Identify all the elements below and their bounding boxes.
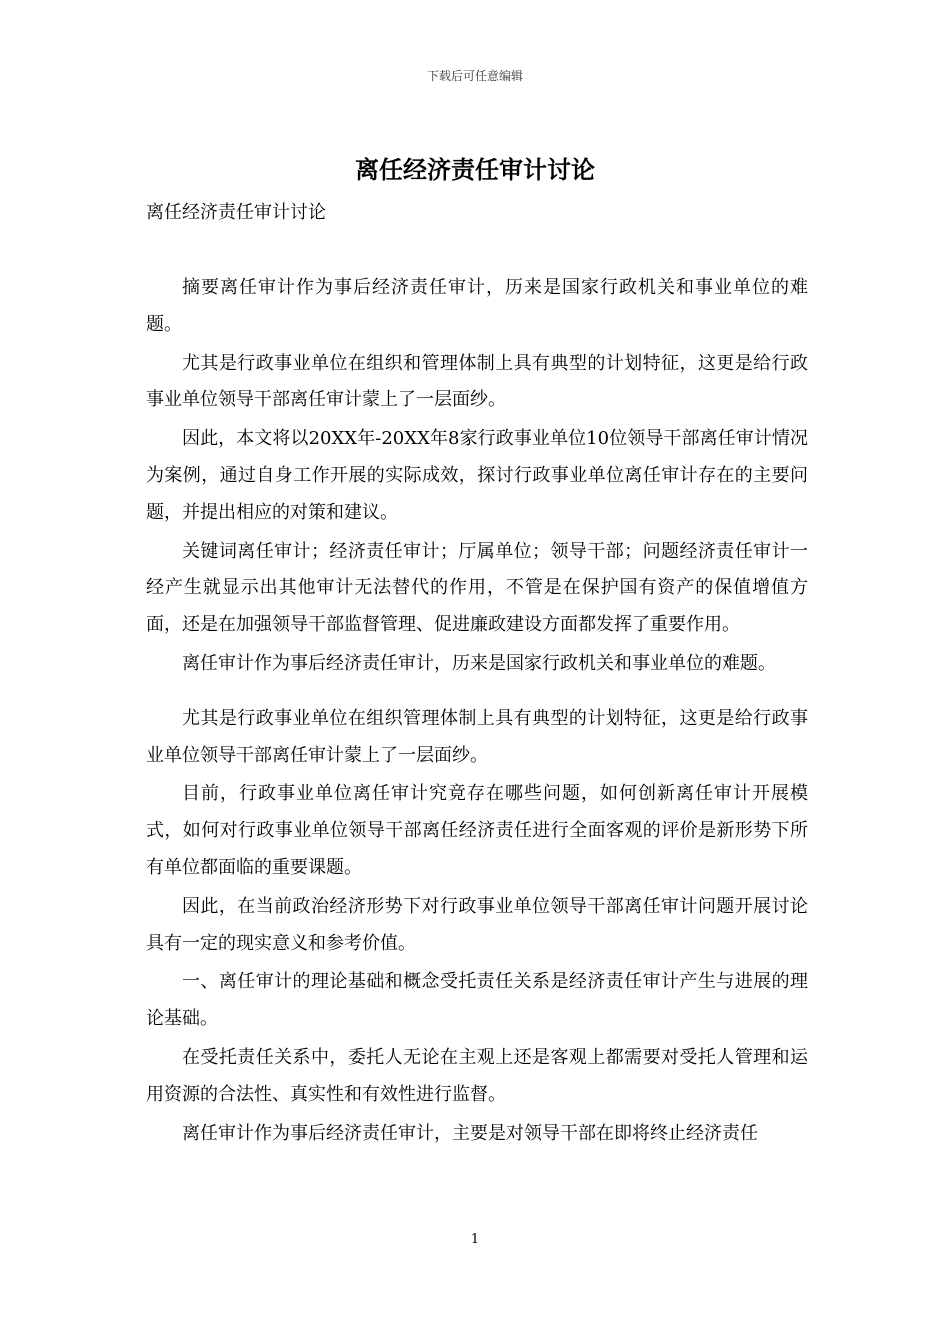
- header-note: 下载后可任意编辑: [426, 69, 523, 83]
- paragraph: 因此，本文将以20XX年-20XX年8家行政事业单位10位领导干部离任审计情况为案例，通过自身工作开展的实际成效，探讨行政事业单位离任审计存在的主要问题，并提出相应的对策和建议。: [146, 428, 808, 523]
- paragraph: 因此，在当前政治经济形势下对行政事业单位领导干部离任审计问题开展讨论具有一定的现实意义和参考价值。: [146, 895, 808, 954]
- paragraph-section-heading: 一、离任审计的理论基础和概念受托责任关系是经济责任审计产生与进展的理论基础。: [146, 971, 808, 1030]
- paragraph-abstract: 摘要离任审计作为事后经济责任审计，历来是国家行政机关和事业单位的难题。: [146, 277, 808, 335]
- page-number: 1: [470, 1232, 480, 1247]
- paragraph: 尤其是行政事业单位在组织管理体制上具有典型的计划特征，这更是给行政事业单位领导干部离任审计蒙上了一层面纱。: [146, 707, 808, 766]
- paragraph: 目前，行政事业单位离任审计究竟存在哪些问题，如何创新离任审计开展模式，如何对行政事业单位领导干部离任经济责任进行全面客观的评价是新形势下所有单位都面临的重要课题。: [146, 783, 808, 878]
- paragraph: 离任审计作为事后经济责任审计，历来是国家行政机关和事业单位的难题。: [182, 652, 776, 674]
- document-title: 离任经济责任审计讨论: [355, 155, 595, 184]
- paragraph: 尤其是行政事业单位在组织和管理体制上具有典型的计划特征，这更是给行政事业单位领导干部离任审计蒙上了一层面纱。: [146, 352, 808, 411]
- document-subtitle: 离任经济责任审计讨论: [146, 202, 326, 223]
- paragraph: 在受托责任关系中，委托人无论在主观上还是客观上都需要对受托人管理和运用资源的合法性、真实性和有效性进行监督。: [146, 1046, 808, 1105]
- document-body: [146, 270, 808, 1154]
- paragraph: 离任审计作为事后经济责任审计，主要是对领导干部在即将终止经济责任: [182, 1122, 758, 1144]
- paragraph-keywords: 关键词离任审计；经济责任审计；厅属单位；领导干部；问题经济责任审计一经产生就显示出其他审计无法替代的作用，不管是在保护国有资产的保值增值方面，还是在加强领导干部监督管理、促进廉政建设方面都发挥了重要作用。: [146, 540, 808, 636]
